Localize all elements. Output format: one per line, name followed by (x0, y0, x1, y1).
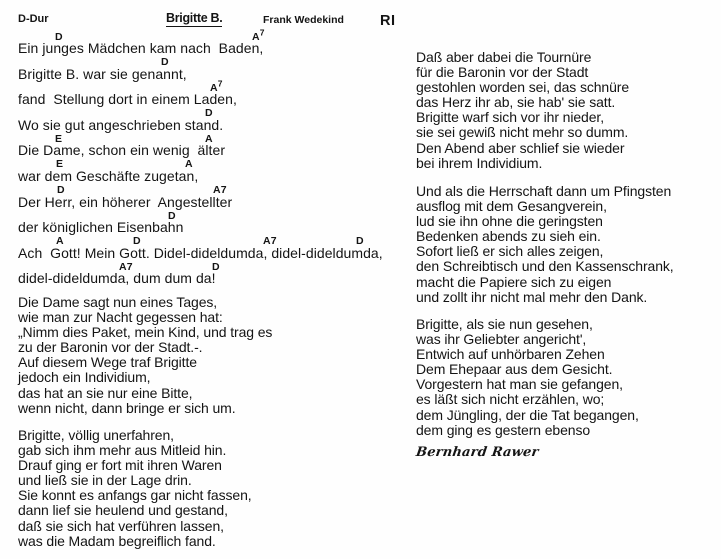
chord-label: D (356, 235, 364, 248)
chord-label: A7 (263, 235, 277, 248)
verse-paragraph (416, 184, 674, 305)
signature: Bernhard Rawer (414, 445, 540, 460)
song-author: Frank Wedekind (263, 14, 344, 26)
chord-label: A7 (119, 260, 133, 273)
verse-line: Entwich auf unhörbaren Zehen (416, 346, 605, 363)
chord-lyric-line (18, 56, 383, 82)
verse-line: Dem Ehepaar aus dem Gesicht. (416, 361, 613, 378)
chord-label: A (56, 235, 64, 248)
chord-lyric-line (18, 184, 383, 210)
song-title: Brigitte B. (166, 11, 223, 25)
chord-label: D (212, 260, 220, 273)
verse-line: wenn nicht, dann bringe er sich um. (18, 399, 236, 416)
corner-mark: RI (380, 13, 396, 29)
lyric-text: war dem Geschäfte zugetan, (18, 167, 199, 184)
verse-line: Vorgestern hat man sie gefangen, (416, 376, 623, 393)
verse-line: Daß aber dabei die Tournüre (416, 49, 592, 65)
chord-label: D (168, 209, 176, 222)
verse-paragraph (416, 317, 639, 438)
lyric-text: Brigitte B. war sie genannt, (18, 65, 187, 82)
lyric-text: Ein junges Mädchen kam nach Baden, (18, 40, 264, 56)
verse-line: dann lief sie heulend und gestand, (18, 502, 228, 519)
verse-line: jedoch ein Individium, (18, 369, 151, 386)
verse-line: was ihr Geliebter angericht', (416, 331, 587, 348)
chord-lyric-line (18, 78, 383, 108)
verse-line: Die Dame sagt nun eines Tages, (18, 294, 218, 310)
chord-lyric-line (18, 209, 383, 235)
verse-line: den Schreibtisch und den Kassenschrank, (416, 258, 674, 275)
chord-label: E (55, 132, 63, 145)
verse-line: Brigitte, als sie nun gesehen, (416, 316, 593, 332)
chord-label: $A^7$ (252, 27, 265, 43)
verse-line: Und als die Herrschaft dann um Pfingsten (416, 183, 672, 199)
verse-paragraph (18, 295, 272, 416)
verse-line: zu der Baronin vor der Stadt.-. (18, 339, 203, 356)
verse-line: Auf diesem Wege traf Brigitte (18, 354, 197, 371)
verse-line: sie sei gewiß nicht mehr so dumm. (416, 124, 629, 141)
verse-line: lud sie ihn ohne die geringsten (416, 213, 603, 230)
verse-line: wie man zur Nacht gegessen hat: (18, 309, 223, 326)
verse-line: dem Jüngling, der die Tat begangen, (416, 406, 639, 423)
verse-line: was die Madam begreiflich fand. (18, 532, 216, 549)
song-key: D-Dur (18, 13, 49, 25)
verse-line: Brigitte, völlig unerfahren, (18, 427, 174, 443)
chord-label: $A^7$ (210, 78, 223, 94)
chord-lyric-line (18, 235, 383, 261)
chord-lyric-line (18, 27, 383, 56)
verse-line: macht die Papiere sich zu eigen (416, 273, 612, 290)
lyric-text: fand Stellung dort in einem Laden, (18, 91, 237, 108)
verse-line: für die Baronin vor der Stadt (416, 64, 589, 81)
verse-line: ausflog mit dem Gesangverein, (416, 198, 607, 215)
verse-line: gab sich ihm mehr aus Mitleid hin. (18, 442, 227, 459)
chord-label: D (133, 235, 141, 248)
verse-line: Sie konnt es anfangs gar nicht fassen, (18, 487, 252, 504)
chord-label: A (185, 158, 193, 171)
verse-line: Den Abend aber schlief sie wieder (416, 139, 625, 156)
verse-line: dem ging es gestern ebenso (416, 421, 591, 438)
verse-line: bei ihrem Individium. (416, 154, 543, 171)
chord-label: D (205, 107, 213, 120)
verse-line: und ließ sie in der Lage drin. (18, 472, 192, 489)
verse-line: das Herz ihr ab, sie hab' sie satt. (416, 94, 616, 111)
verse-line: und zollt ihr nicht mal mehr den Dank. (416, 288, 648, 305)
lyric-text: der königlichen Eisenbahn (18, 219, 184, 236)
chord-label: D (161, 56, 169, 69)
lyric-text: didel-dideldumda, dum dum da! (18, 270, 216, 287)
chord-lyric-line (18, 260, 383, 286)
chord-label: D (57, 184, 65, 197)
chord-label: A7 (213, 184, 227, 197)
lyric-text: Wo sie gut angeschrieben stand. (18, 116, 224, 133)
chord-lyric-line (18, 158, 383, 184)
verse-line: „Nimm dies Paket, mein Kind, und trag es (18, 324, 273, 341)
verse-line: Sofort ließ er sich alles zeigen, (416, 243, 604, 260)
chord-lyric-line (18, 107, 383, 133)
verse-line: es läßt sich nicht erzählen, wo; (416, 391, 605, 408)
chord-label: A (205, 132, 213, 145)
verse-line: Drauf ging er fort mit ihren Waren (18, 457, 222, 474)
chord-label: D (55, 30, 63, 43)
verse-line: Bedenken abends zu sieh ein. (416, 228, 601, 245)
verse-line: das hat an sie nur eine Bitte, (18, 384, 193, 401)
verse-line: gestohlen worden sei, das schnüre (416, 79, 630, 96)
lyric-text: Ach Gott! Mein Gott. Didel-dideldumda, didel-dideldumda, (18, 244, 383, 261)
chord-lyrics-section (18, 27, 383, 287)
verse-line: Brigitte warf sich vor ihr nieder, (416, 109, 605, 126)
verse-line: daß sie sich hat verführen lassen, (18, 517, 224, 534)
chord-lyric-line (18, 132, 383, 158)
verse-paragraph (18, 428, 252, 549)
lyric-text: Die Dame, schon ein wenig älter (18, 142, 226, 159)
chord-label: E (56, 158, 64, 171)
lyric-text: Der Herr, ein höherer Angestellter (18, 193, 233, 210)
verse-paragraph (416, 50, 629, 171)
